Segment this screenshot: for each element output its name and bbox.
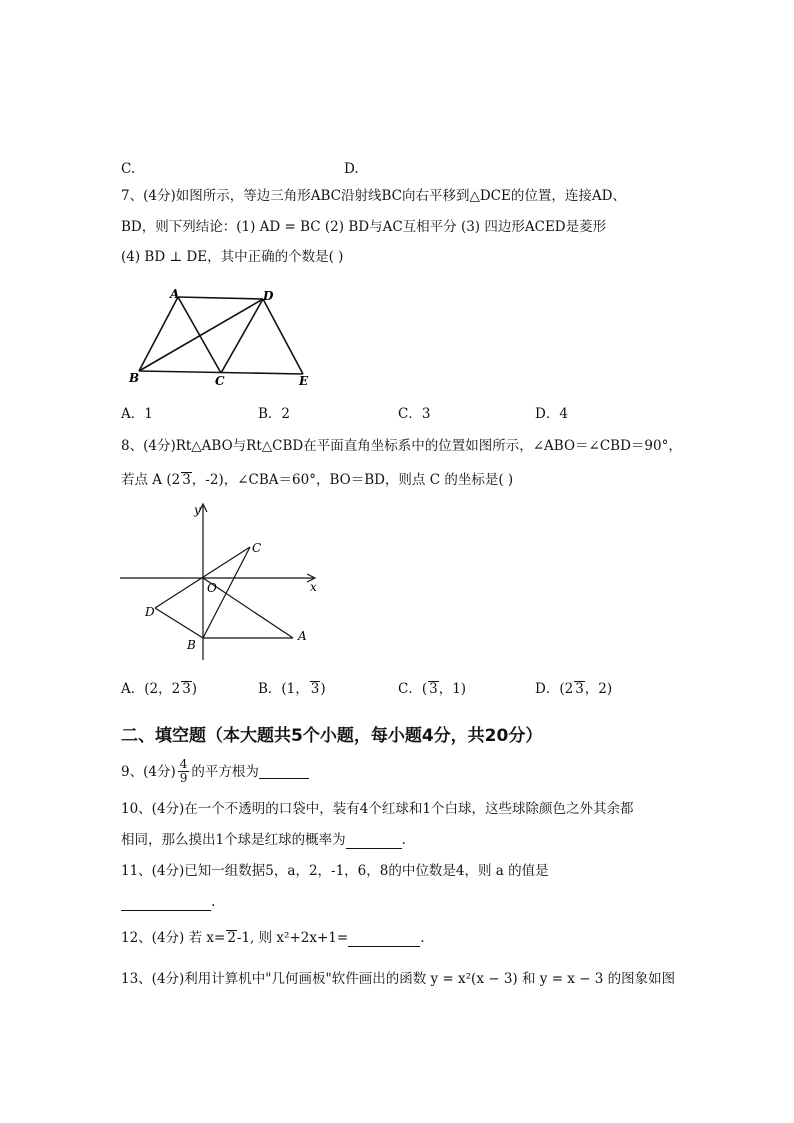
section-2-title: 二、填空题（本大题共5个小题，每小题4分，共20分） [121, 726, 543, 746]
q7-option-b: B．2 [258, 406, 291, 422]
q12-answer-blank[interactable] [348, 932, 420, 947]
q7-line-1: 7、(4分)如图所示，等边三角形ABC沿射线BC向右平移到△DCE的位置，连接AD、 [121, 188, 626, 204]
q8-option-a-suffix: ) [191, 681, 198, 697]
q12-line [121, 929, 424, 947]
q8-line-2-suffix: ，-2)，∠CBA＝60°，BO＝BD，则点 C 的坐标是( ) [191, 472, 514, 488]
q7-option-c: C．3 [398, 406, 431, 422]
q7-label-A: A [170, 287, 180, 301]
q8-option-d-sqrt: 3 [575, 681, 584, 697]
q8-option-a-sqrt: 3 [182, 681, 191, 697]
q8-label-x: x [310, 580, 317, 594]
q7-label-E: E [299, 374, 309, 388]
q8-option-d [535, 680, 612, 698]
q8-option-c-sqrt: 3 [429, 681, 438, 697]
q8-line-2 [121, 471, 513, 489]
q11-line-1: 11、(4分)已知一组数据5，a，2，-1，6，8的中位数是4，则 a 的值是 [121, 863, 549, 879]
q8-figure [115, 500, 330, 665]
q8-option-a [121, 680, 197, 698]
q10-line-2-end: . [401, 832, 406, 848]
q6-option-d: D. [344, 161, 359, 177]
q12-sqrt: 2 [227, 930, 236, 946]
q8-option-c-prefix: C．( [398, 681, 428, 697]
q7-figure [125, 285, 325, 390]
q7-segment-AD [178, 297, 263, 299]
q8-option-b [258, 680, 326, 698]
q7-label-B: B [129, 371, 140, 385]
q8-option-c-suffix: ，1) [438, 681, 467, 697]
q8-option-d-prefix: D．(2 [535, 681, 574, 697]
q11-answer-blank[interactable] [121, 896, 211, 911]
q13-line-1: 13、(4分)利用计算机中"几何画板"软件画出的函数 y = x²(x − 3) 和 y = x − 3 的图象如图 [121, 971, 676, 987]
q8-line-2-prefix: 若点 A (2 [121, 472, 181, 488]
q8-label-A: A [298, 629, 307, 643]
q10-line-2-text: 相同，那么摸出1个球是红球的概率为 [121, 832, 346, 848]
q8-label-B: B [187, 638, 196, 652]
q10-answer-blank[interactable] [346, 834, 402, 849]
q8-line-1: 8、(4分)Rt△ABO与Rt△CBD在平面直角坐标系中的位置如图所示，∠ABO＝∠CBD＝90°， [121, 438, 682, 454]
q9-denominator: 9 [179, 771, 188, 785]
q12-end: . [420, 930, 425, 946]
q8-label-O: O [207, 581, 217, 595]
q9-numerator: 4 [179, 757, 188, 771]
q8-option-a-prefix: A．(2，2 [121, 681, 181, 697]
q11-line-2-end: . [211, 894, 216, 910]
q7-label-C: C [215, 374, 225, 388]
q9-line [121, 758, 309, 785]
q11-line-2 [121, 893, 215, 911]
q8-segment-DB [155, 608, 203, 638]
q10-line-1: 10、(4分)在一个不透明的口袋中，装有4个红球和1个白球，这些球除颜色之外其余都 [121, 801, 634, 817]
q12-prefix: 12、(4分) 若 x= [121, 930, 226, 946]
q12-mid: -1, 则 x²+2x+1= [236, 930, 349, 946]
q10-line-2 [121, 831, 406, 849]
q6-option-c: C. [121, 161, 136, 177]
q8-option-b-suffix: ) [320, 681, 326, 697]
q8-option-b-prefix: B．(1， [258, 681, 309, 697]
q8-sqrt: 3 [182, 472, 191, 488]
q9-answer-blank[interactable] [259, 764, 309, 779]
q7-option-d: D．4 [535, 406, 568, 422]
q8-label-y: y [194, 503, 201, 517]
q8-option-d-suffix: ，2) [584, 681, 613, 697]
q8-option-c [398, 680, 466, 698]
q7-segment-DE [263, 299, 303, 374]
q7-option-a: A．1 [121, 406, 153, 422]
q8-label-C: C [252, 541, 262, 555]
q9-prefix: 9、(4分) [121, 763, 176, 780]
q7-label-D: D [263, 289, 274, 303]
q7-line-3: (4) BD ⊥ DE，其中正确的个数是( ) [121, 249, 344, 265]
q9-suffix: 的平方根为 [191, 763, 259, 780]
q8-label-D: D [145, 605, 155, 619]
q8-option-b-sqrt: 3 [310, 681, 320, 697]
q7-line-2: BD，则下列结论：(1) AD = BC (2) BD与AC互相平分 (3) 四边形ACED是菱形 [121, 219, 607, 235]
q7-segment-DC [221, 299, 263, 373]
q9-fraction [178, 758, 190, 785]
